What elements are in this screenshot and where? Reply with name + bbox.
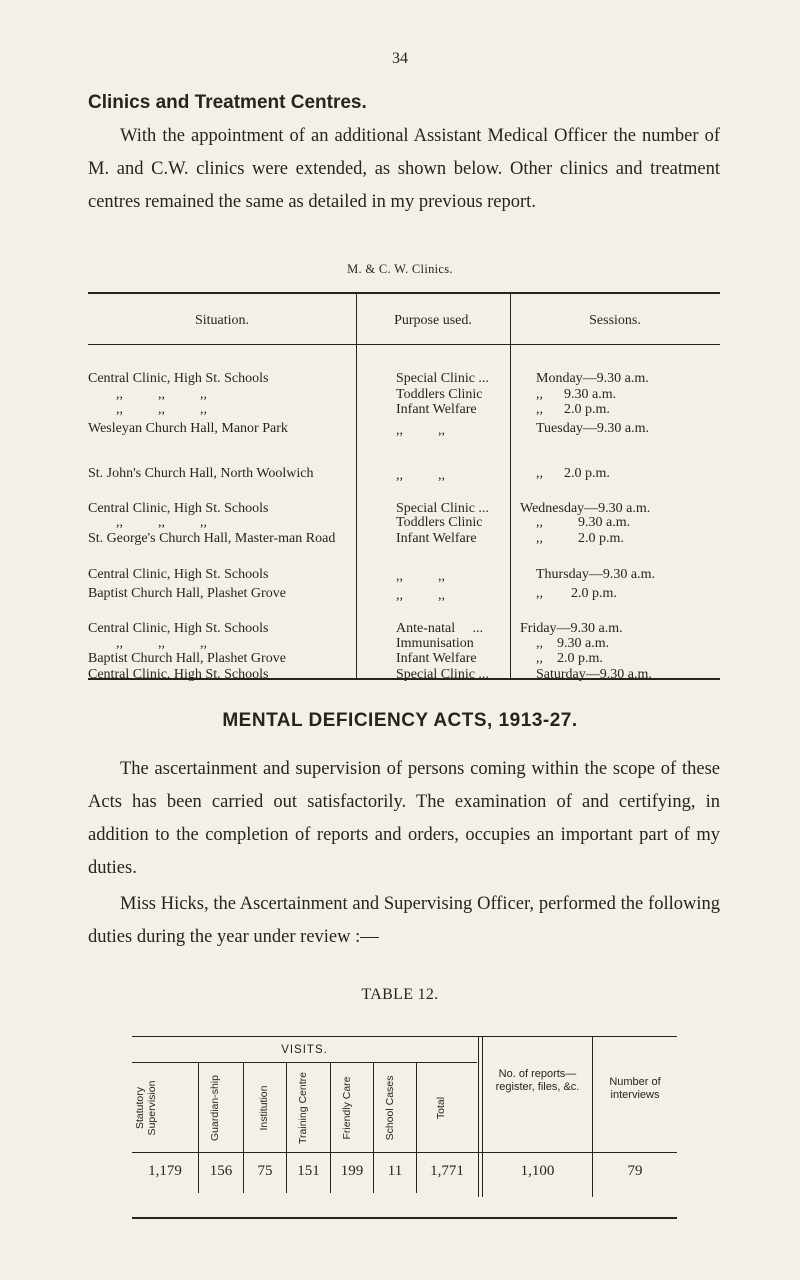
cell-purpose: Toddlers Clinic [396, 387, 483, 402]
cell-situation: Central Clinic, High St. Schools [88, 667, 269, 682]
cell-sessions: ,, 9.30 a.m. [536, 387, 617, 402]
cell-situation: Central Clinic, High St. Schools [88, 621, 269, 636]
cell-situation: Wesleyan Church Hall, Manor Park [88, 421, 288, 436]
mental-paragraph-2: Miss Hicks, the Ascertainment and Supervising Officer, performed the following duties during the year under review :— [88, 894, 720, 947]
table-header-rule [132, 1152, 677, 1153]
cell-total: 1,771 [430, 1163, 464, 1179]
clinics-paragraph: With the appointment of an additional Assistant Medical Officer the number of M. and C.W. clinics were extended, as shown below. Other clinics and treatment centres remained the same as detailed in my previous report. [88, 126, 720, 212]
cell-training-centre: 151 [297, 1163, 320, 1179]
cell-situation: ,, ,, ,, [116, 387, 207, 402]
header-text: Statutory Supervision [134, 1080, 158, 1136]
cell-purpose: ,, ,, [396, 468, 445, 483]
cell-guardianship: 156 [209, 1163, 233, 1179]
column-divider [510, 294, 511, 678]
cell-situation: ,, ,, ,, [116, 515, 207, 530]
cell-purpose: Immunisation [396, 636, 474, 651]
header-text: Institution [258, 1085, 270, 1131]
cell-sessions: ,, 2.0 p.m. [536, 651, 603, 666]
cell-sessions: ,, 9.30 a.m. [536, 636, 610, 651]
column-header-guardianship [199, 1068, 243, 1148]
cell-sessions: Friday—9.30 a.m. [520, 621, 623, 636]
cell-statutory-supervision: 1,179 [148, 1163, 182, 1179]
cell-situation: Central Clinic, High St. Schools [88, 371, 269, 386]
table-top-rule [88, 292, 720, 294]
column-header-interviews: Number of interviews [609, 1076, 661, 1101]
column-divider [356, 294, 357, 678]
cell-purpose: Special Clinic ... [396, 371, 489, 386]
cell-purpose: ,, ,, [396, 588, 445, 603]
cell-purpose: Infant Welfare [396, 531, 477, 546]
cell-situation: St. George's Church Hall, Master-man Road [88, 531, 336, 546]
mental-deficiency-heading: MENTAL DEFICIENCY ACTS, 1913-27. [222, 710, 578, 731]
cell-sessions: Wednesday—9.30 a.m. [520, 501, 651, 516]
cell-purpose: Special Clinic ... [396, 501, 489, 516]
cell-situation: St. John's Church Hall, North Woolwich [88, 466, 314, 481]
cell-situation: Central Clinic, High St. Schools [88, 501, 269, 516]
column-divider [478, 1036, 479, 1197]
cell-purpose: Toddlers Clinic [396, 515, 483, 530]
cell-sessions: Saturday—9.30 a.m. [536, 667, 652, 682]
cell-institution: 75 [257, 1163, 273, 1179]
cell-situation: ,, ,, ,, [116, 636, 207, 651]
table-12-title: TABLE 12. [361, 986, 439, 1003]
cell-situation: Baptist Church Hall, Plashet Grove [88, 586, 286, 601]
cell-friendly-care: 199 [340, 1163, 364, 1179]
header-text: Training Centre [297, 1072, 309, 1144]
column-header-sessions: Sessions. [589, 313, 641, 328]
cell-sessions: Monday—9.30 a.m. [536, 371, 649, 386]
cell-sessions: ,, 2.0 p.m. [536, 531, 624, 546]
column-header-reports: No. of reports— register, files, &c. [495, 1068, 580, 1093]
cell-sessions: Thursday—9.30 a.m. [536, 567, 655, 582]
column-header-training-centre [287, 1068, 330, 1148]
cell-situation: ,, ,, ,, [116, 402, 207, 417]
visits-rule [132, 1062, 477, 1063]
page-number: 34 [392, 50, 408, 67]
cell-situation: Baptist Church Hall, Plashet Grove [88, 651, 286, 666]
header-text: Guardian-ship [209, 1075, 221, 1141]
header-text: Total [435, 1096, 447, 1120]
cell-sessions: ,, 9.30 a.m. [536, 515, 631, 530]
table-bottom-rule [132, 1217, 677, 1219]
header-text: School Cases [384, 1075, 396, 1141]
column-header-friendly-care [331, 1068, 373, 1148]
cell-sessions: ,, 2.0 p.m. [536, 586, 617, 601]
table-header-rule [88, 344, 720, 345]
cell-purpose: Infant Welfare [396, 402, 477, 417]
visits-header: VISITS. [281, 1044, 328, 1056]
cell-sessions: ,, 2.0 p.m. [536, 466, 610, 481]
cell-school-cases: 11 [387, 1163, 403, 1179]
cell-purpose: Infant Welfare [396, 651, 477, 666]
clinics-table [88, 292, 720, 680]
mental-paragraph-1: The ascertainment and supervision of persons coming within the scope of these Acts has been carried out satisfactorily. The examination of and certifying, in addition to the completion of reports and orders, occupies an important part of my duties. [88, 759, 720, 878]
table-top-rule [132, 1036, 677, 1037]
column-header-total [417, 1068, 477, 1148]
cell-purpose: ,, ,, [396, 569, 445, 584]
column-header-institution [244, 1068, 286, 1148]
clinics-table-caption: M. & C. W. Clinics. [347, 262, 453, 276]
header-text: Friendly Care [341, 1076, 353, 1140]
cell-interviews: 79 [627, 1163, 643, 1179]
cell-situation: Central Clinic, High St. Schools [88, 567, 269, 582]
cell-reports: 1,100 [520, 1163, 555, 1179]
cell-sessions: ,, 2.0 p.m. [536, 402, 610, 417]
cell-purpose: Ante-natal ... [396, 621, 484, 636]
cell-purpose: ,, ,, [396, 423, 445, 438]
column-header-purpose: Purpose used. [394, 313, 472, 328]
column-header-school-cases [374, 1068, 416, 1148]
cell-sessions: Tuesday—9.30 a.m. [536, 421, 650, 436]
cell-purpose: Special Clinic ... [396, 667, 489, 682]
column-header-statutory-supervision [132, 1068, 198, 1148]
column-header-situation: Situation. [194, 313, 250, 328]
clinics-heading: Clinics and Treatment Centres. [88, 92, 367, 113]
